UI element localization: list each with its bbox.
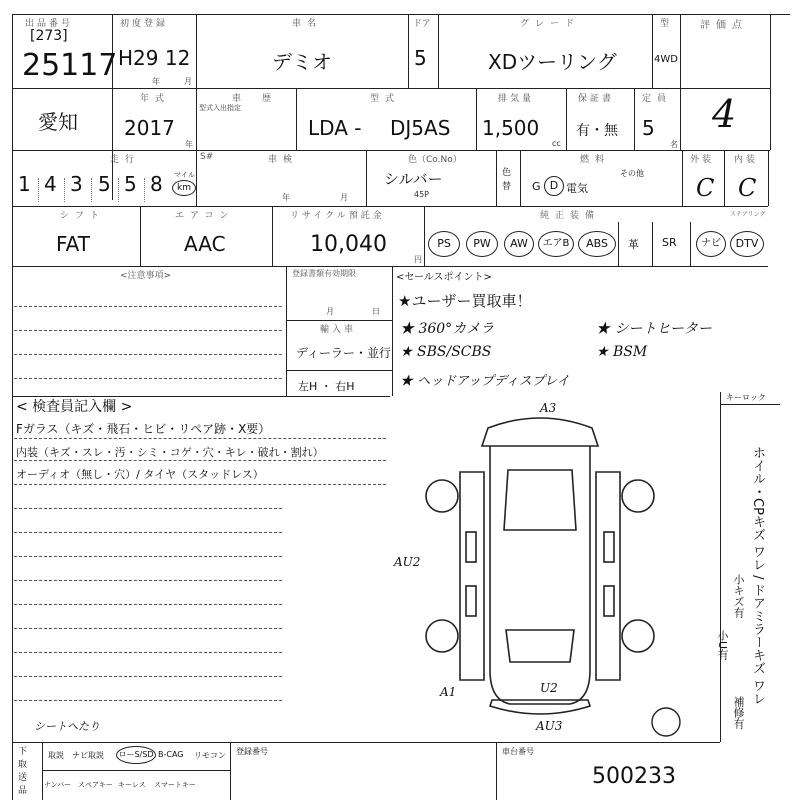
diagram-a3: A3: [540, 401, 557, 415]
mileage-digit: 5: [98, 172, 111, 196]
windshield-shape: [504, 470, 576, 530]
color-change-label: 色替: [502, 168, 512, 192]
fuel-elec: 電気: [566, 182, 588, 195]
sales-point: ★ BSM: [596, 344, 648, 360]
front-bumper-shape: [482, 418, 598, 446]
footer-chassis-label: 車台番号: [502, 747, 534, 756]
mileage-digit: 8: [150, 172, 163, 196]
notes-line: [14, 330, 282, 331]
col-divider-1: [112, 14, 113, 200]
recycle-unit: 円: [414, 255, 422, 264]
row2-div-1: [196, 88, 197, 150]
equip-sr: SR: [662, 236, 677, 249]
first-reg-year-mark: 年: [152, 77, 160, 86]
door-handle-shape: [466, 532, 476, 562]
inspector-line-rule: [14, 580, 282, 581]
fuel-d-circle: D: [544, 176, 564, 196]
inspector-label: < 検査員記入欄 >: [16, 399, 133, 415]
regdoc-import-label: 輸入車: [320, 325, 357, 335]
inspector-line-rule: [14, 484, 386, 485]
first-reg-month-mark: 月: [184, 77, 192, 86]
row3-right: [768, 150, 769, 206]
equip-div-1: [618, 222, 619, 266]
shift-value: FAT: [56, 232, 91, 256]
row4-div-3: [424, 206, 425, 266]
capacity-unit: 名: [670, 140, 678, 149]
equipment-extra-label: ステアリング: [730, 211, 766, 218]
notes-line: [14, 306, 282, 307]
row3-div-6: [724, 150, 725, 206]
aircon-label: エアコン: [175, 211, 235, 221]
equip-dtv: DTV: [730, 231, 764, 257]
inspector-line-rule: [14, 676, 282, 677]
regdoc-label: 登録書類有効期限: [292, 269, 356, 278]
footer-item: ナンバー: [44, 781, 72, 789]
regdoc-hand: 左H ・ 右H: [298, 380, 355, 393]
col-divider-4: [438, 14, 439, 88]
regdoc-left: [286, 266, 287, 396]
notes-line: [14, 354, 282, 355]
row2-div-3: [476, 88, 477, 150]
mileage-digit: 5: [124, 172, 137, 196]
wheel-front-left: [426, 480, 458, 512]
fuel-g: G: [532, 180, 541, 193]
rear-window-shape: [506, 630, 574, 662]
fuel-label: 燃料: [580, 155, 611, 165]
recycle-value: 10,040: [310, 232, 387, 257]
left-side-outline: [460, 472, 484, 680]
legend-sub3: 補修有: [732, 696, 745, 729]
row3-div-4: [520, 150, 521, 206]
equip-airbag: エアB: [538, 231, 574, 257]
door-handle-shape: [604, 586, 614, 616]
displacement-unit: cc: [552, 139, 561, 148]
notes-label: <注意事項>: [120, 271, 172, 281]
sales-label: <セールスポイント>: [396, 272, 492, 283]
regdoc-divider: [286, 320, 392, 321]
wheel-rear-right: [622, 620, 654, 652]
year-value: 2017: [124, 116, 175, 140]
warranty-value: 有・無: [576, 123, 618, 139]
lot-number: 25117: [22, 48, 118, 83]
inspector-line-rule: [14, 652, 282, 653]
grade-value: XDツーリング: [488, 50, 617, 74]
car-name-label: 車名: [292, 19, 323, 29]
drive-label: 型: [660, 19, 670, 29]
footer-div: [42, 742, 43, 800]
warranty-label: 保証書: [578, 94, 615, 104]
first-reg-value: H29 12: [118, 46, 191, 70]
wheel-front-right: [622, 480, 654, 512]
legend-left: [720, 392, 721, 742]
border-right: [770, 14, 771, 150]
row2-div-4: [566, 88, 567, 150]
diagram-a1: A1: [440, 685, 457, 699]
year-unit: 年: [185, 140, 193, 149]
notes-line: [14, 378, 282, 379]
location-value: 愛知: [38, 110, 78, 134]
displacement-label: 排気量: [498, 94, 535, 104]
regdoc-day: 日: [372, 307, 380, 316]
shaken-month: 月: [340, 193, 348, 202]
row3-div-1: [196, 150, 197, 206]
row2-div-5: [634, 88, 635, 150]
footer-item: スマートキー: [154, 781, 196, 789]
legend-sub2: 小U有: [716, 630, 729, 661]
equip-div-3: [690, 222, 691, 266]
col-divider-score: [680, 14, 681, 150]
row3-div-3: [496, 150, 497, 206]
inspector-line: 内装（キズ・スレ・汚・シミ・コゲ・穴・キレ・破れ・割れ）: [16, 446, 324, 459]
diagram-u2: U2: [540, 681, 558, 695]
border-left: [12, 14, 13, 800]
sales-point: ★ シートヒーター: [596, 321, 712, 337]
mileage-digit: 3: [70, 172, 83, 196]
regdoc-right: [392, 266, 393, 396]
wheel-rear-left: [426, 620, 458, 652]
col-divider-3: [408, 14, 409, 88]
grade-label: グレード: [520, 19, 581, 29]
mileage-label: 走行: [110, 155, 141, 165]
row2-bottom: [12, 150, 770, 151]
inspector-handnote: シートへたり: [34, 720, 100, 733]
row1-bottom: [12, 88, 770, 89]
exterior-label: 外装: [690, 155, 715, 165]
mileage-mile: マイル: [174, 171, 195, 179]
model-label: 型式: [370, 94, 401, 104]
legend-sub1: 小キズ有: [732, 574, 745, 618]
car-name-value: デミオ: [272, 50, 332, 74]
sales-point: ★ 360°カメラ: [400, 321, 495, 337]
exterior-value: C: [696, 174, 715, 202]
score-value: 4: [712, 92, 737, 136]
diagram-au3: AU3: [536, 719, 563, 733]
inspector-line-rule: [14, 628, 282, 629]
equipment-label: 純正装備: [540, 211, 601, 221]
key-label: キーロック: [726, 393, 766, 402]
equip-ps: PS: [428, 231, 460, 257]
model-note-label: 車 歴: [232, 94, 278, 104]
lot-label: 出品番号: [25, 19, 74, 29]
footer-item: ナビ取説: [72, 751, 104, 760]
footer-div: [496, 742, 497, 800]
inspector-line-rule: [14, 556, 282, 557]
footer-div: [230, 742, 231, 800]
mileage-digit: 4: [44, 172, 57, 196]
footer-item: キーレス: [118, 781, 146, 789]
capacity-label: 定員: [642, 94, 673, 104]
right-side-outline: [596, 472, 620, 680]
mileage-km-circle: km: [172, 180, 196, 196]
equip-navi: ナビ: [696, 231, 726, 257]
doors-label: ドア: [413, 19, 431, 29]
equip-pw: PW: [466, 231, 498, 257]
row4-div-2: [272, 206, 273, 266]
inspector-line-rule: [14, 438, 386, 439]
interior-label: 内装: [734, 155, 759, 165]
footer-item-circled: ローS/SD: [116, 746, 156, 764]
color-label: 色（Co.No）: [408, 155, 462, 165]
body-outline: [490, 446, 590, 704]
legend-text: ホイル・CPキズ ワレ / ドアミラーキズ ワレ: [750, 446, 765, 705]
mileage-digit: 1: [18, 172, 31, 196]
sales-point: ★ SBS/SCBS: [400, 344, 492, 360]
key-divider: [720, 404, 780, 405]
footer-chassis-value: 500233: [592, 764, 676, 789]
row4-bottom: [12, 266, 768, 267]
doors-value: 5: [414, 46, 427, 70]
inspector-line-rule: [14, 604, 282, 605]
border-top: [12, 14, 790, 15]
footer-item: 取説: [48, 751, 64, 760]
footer-item: スペアキー: [78, 781, 113, 789]
equip-leather: 革: [628, 238, 639, 251]
footer-top: [12, 742, 720, 743]
interior-value: C: [738, 174, 757, 202]
row3-bottom: [12, 206, 768, 207]
equip-abs: ABS: [578, 231, 616, 257]
shift-label: シフト: [60, 211, 106, 221]
row4-div-1: [140, 206, 141, 266]
inspector-line-rule: [14, 532, 282, 533]
car-diagram: [394, 400, 660, 740]
regdoc-month: 月: [326, 307, 334, 316]
row3-div-5: [682, 150, 683, 206]
first-reg-label: 初度登録: [120, 19, 169, 29]
model-prefix: LDA -: [308, 116, 362, 140]
fuel-other: その他: [620, 169, 644, 178]
model-value: DJ5AS: [390, 116, 451, 140]
drive-value: 4WD: [654, 54, 678, 65]
mileage-tick: [118, 178, 119, 202]
equip-aw: AW: [504, 231, 534, 257]
inspector-line-rule: [14, 460, 386, 461]
col-divider-5: [652, 14, 653, 88]
footer-mid: [42, 770, 230, 771]
capacity-value: 5: [642, 116, 655, 140]
displacement-value: 1,500: [482, 116, 540, 140]
blank-circle: [652, 708, 680, 736]
col-divider-2: [196, 14, 197, 88]
shaken-label: 車検: [268, 155, 299, 165]
sales-buyback: ★ユーザー買取車！: [398, 292, 532, 310]
color-code: 45P: [414, 190, 430, 199]
sales-point: ★ ヘッドアップディスプレイ: [400, 374, 570, 389]
lot-bracket: [273]: [30, 28, 68, 44]
inspector-line-rule: [14, 508, 282, 509]
shaken-sk: S#: [200, 152, 214, 162]
diagram-au2: AU2: [394, 555, 421, 569]
inspector-line: Fガラス（キズ・飛石・ヒビ・リペア跡・X要）: [16, 422, 271, 436]
row3-div-2: [366, 150, 367, 206]
mileage-tick: [38, 178, 39, 202]
recycle-label: リサイクル預託金: [290, 211, 385, 221]
inspector-line: オーディオ（無し・穴）/ タイヤ（スタッドレス）: [16, 468, 264, 481]
color-value: シルバー: [384, 170, 443, 188]
regdoc-divider: [286, 370, 392, 371]
mileage-tick: [64, 178, 65, 202]
inspector-line-rule: [14, 700, 282, 701]
year-label: 年式: [140, 94, 171, 104]
mileage-tick: [144, 178, 145, 202]
aircon-value: AAC: [184, 232, 226, 256]
score-label: 評価点: [700, 20, 748, 31]
model-note: 型式入出指定: [199, 104, 241, 112]
footer-serial-label: 登録番号: [236, 747, 268, 756]
door-handle-shape: [604, 532, 614, 562]
footer-item: リモコン: [194, 751, 226, 760]
mileage-tick: [91, 178, 92, 202]
footer-side-label: 下 取 送 品: [18, 747, 28, 796]
door-handle-shape: [466, 586, 476, 616]
shaken-year: 年: [282, 193, 290, 202]
row2-div-2: [296, 88, 297, 150]
equip-div-2: [652, 222, 653, 266]
regdoc-import-value: ディーラー・並行: [296, 346, 392, 360]
footer-item: B-CAG: [158, 750, 184, 759]
